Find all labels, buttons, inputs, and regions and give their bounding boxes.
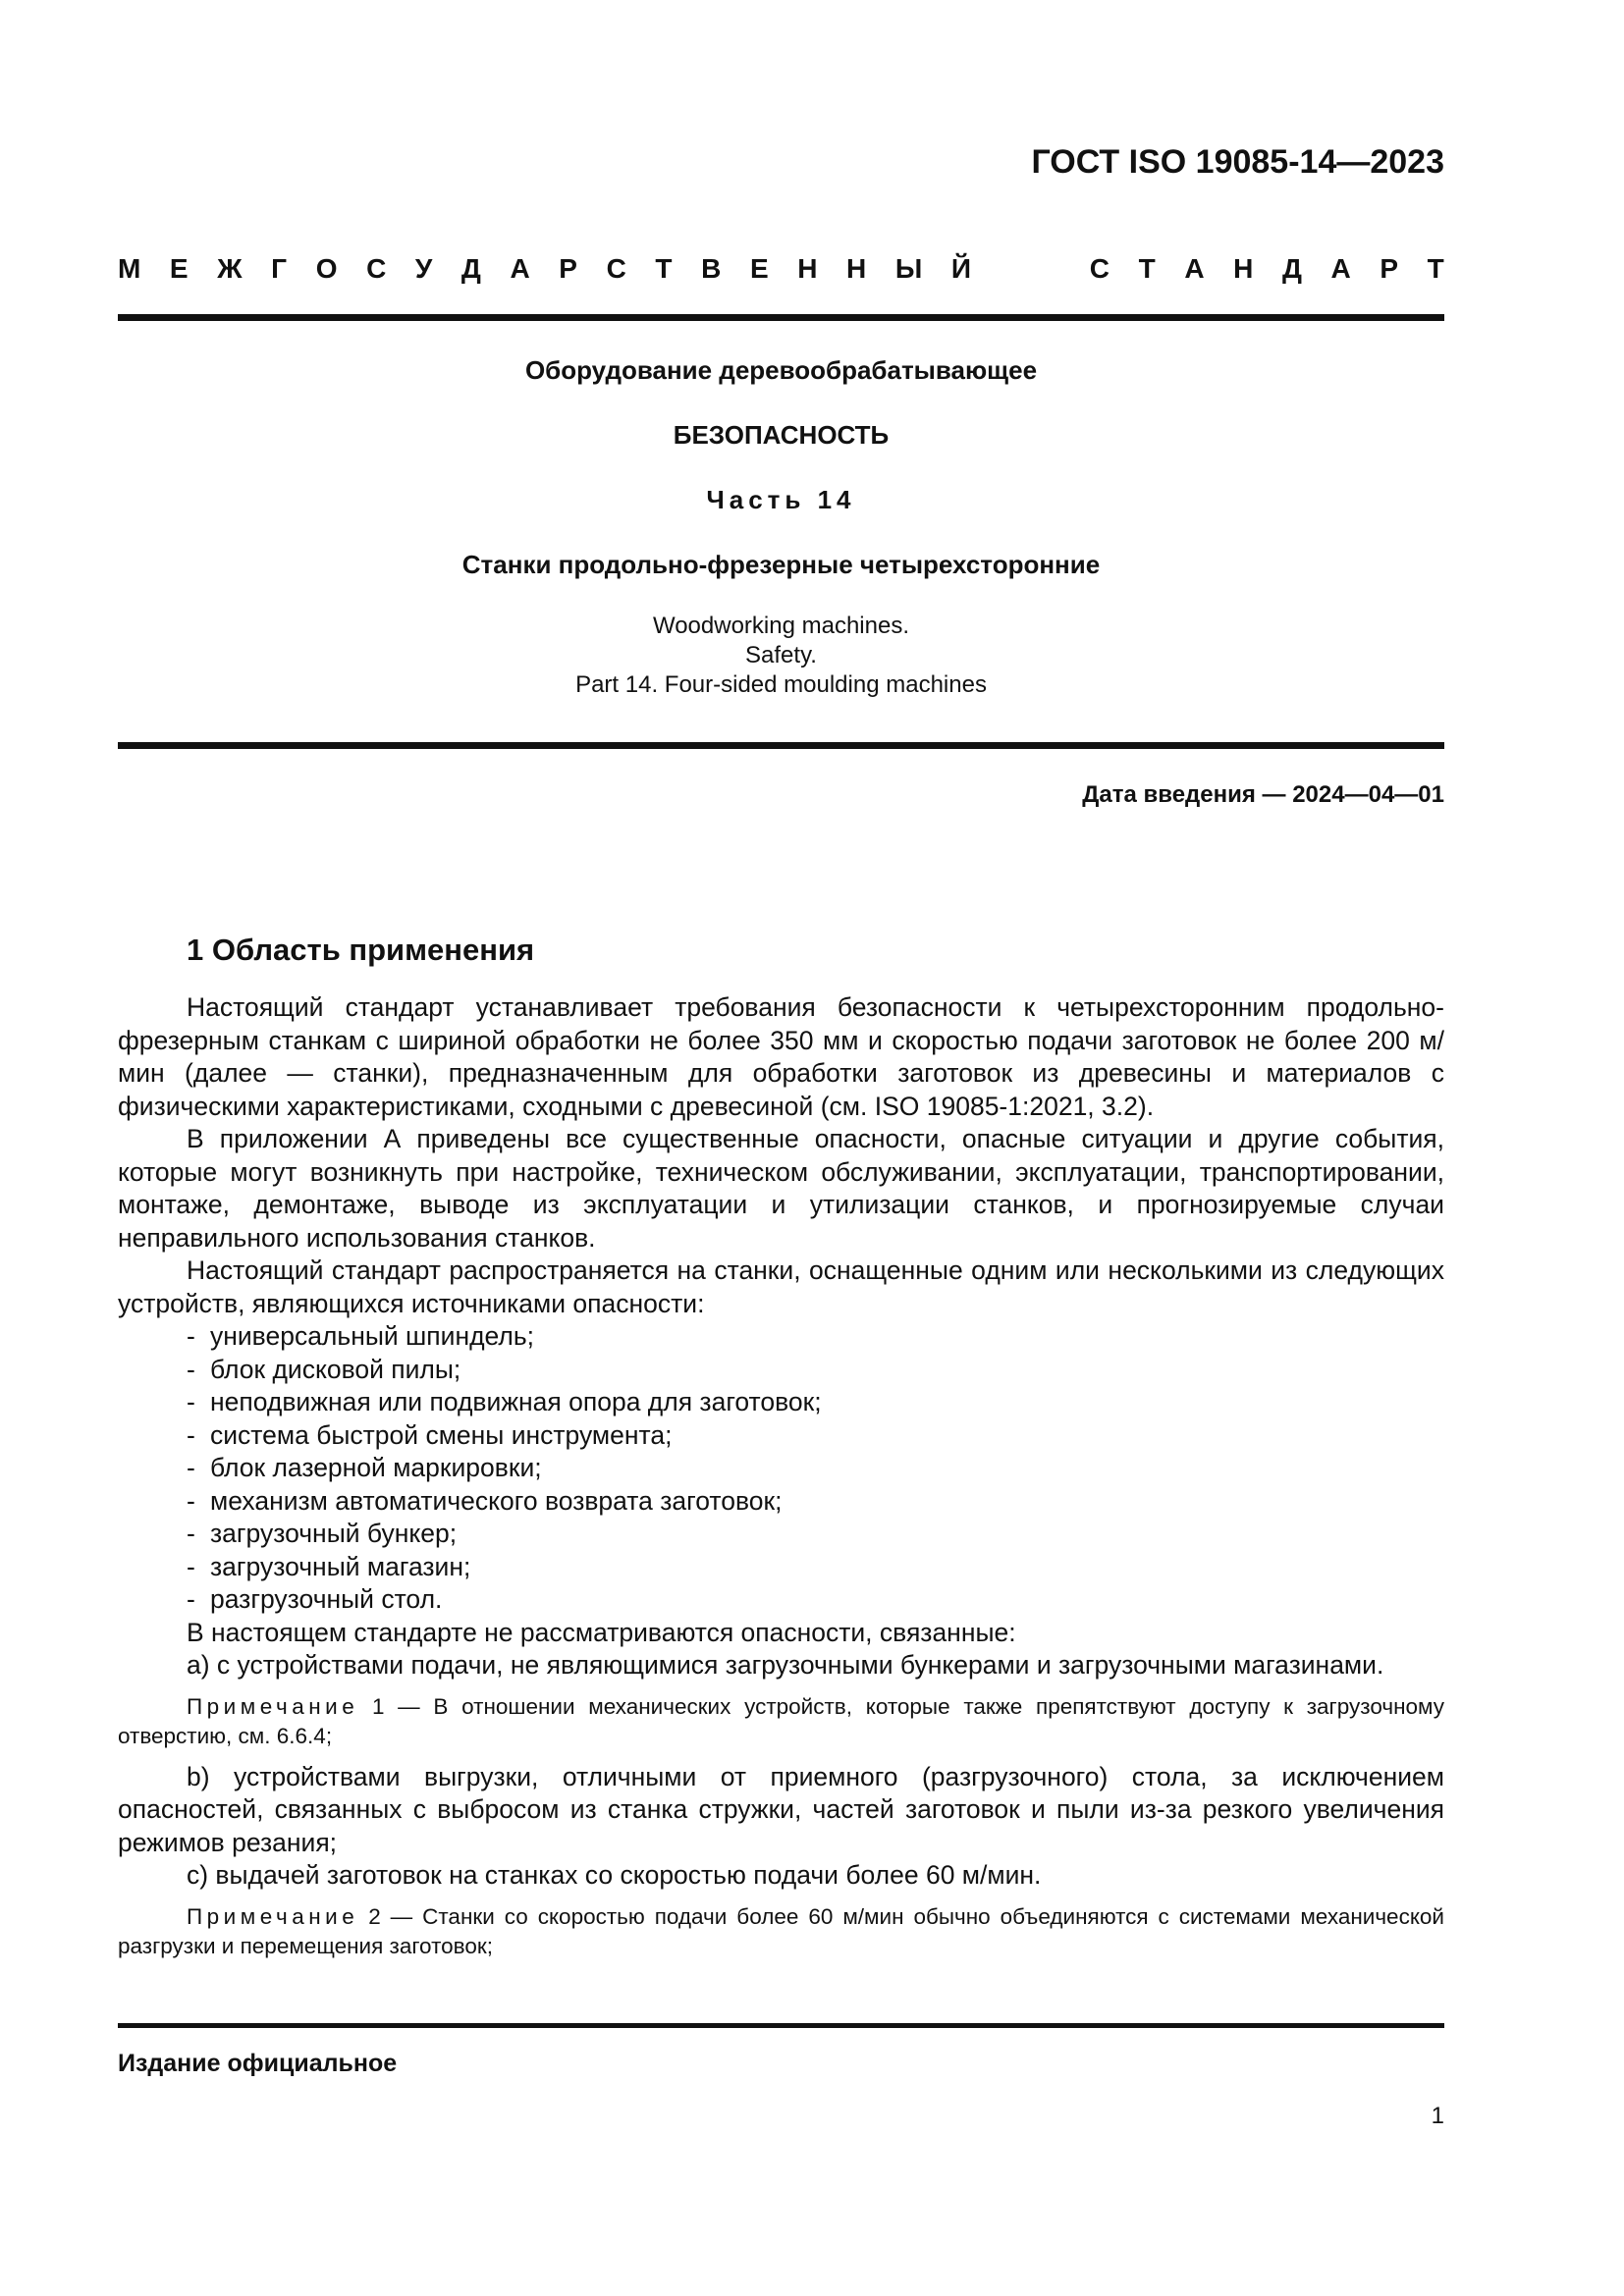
title-en-line-3: Part 14. Four-sided moulding machines — [575, 671, 987, 698]
title-subtitle: Станки продольно-фрезерные четырехсторонние — [461, 550, 1101, 579]
banner-letter: Е — [169, 253, 189, 284]
paragraph-exclusion-a: a) с устройствами подачи, не являющимися загрузочными бункерами и загрузочными магазинами. — [187, 1650, 1384, 1680]
paragraph-exclusion-b: b) устройствами выгрузки, отличными от приемного (разгрузочного) стола, за исключением опасностей, связанных с выбросом из станка стружки, частей заготовок и пыли из-за резкого увеличения режимов резания; — [118, 1761, 1444, 1857]
title-block — [118, 353, 1444, 707]
banner-letter: Ы — [894, 253, 923, 284]
title-main: БЕЗОПАСНОСТЬ — [673, 420, 890, 450]
list-item: - механизм автоматического возврата заготовок; — [187, 1485, 783, 1516]
list-item: - блок лазерной маркировки; — [187, 1453, 542, 1482]
paragraph-exclusions: В настоящем стандарте не рассматриваются опасности, связанные: — [187, 1617, 1016, 1647]
banner-letter: А — [1184, 253, 1205, 284]
official-edition-label: Издание официальное — [118, 2050, 398, 2077]
banner-letter: Н — [1233, 253, 1254, 284]
banner-letter: Н — [846, 253, 867, 284]
banner-letter: Ж — [217, 253, 243, 284]
standard-number: ГОСТ ISO 19085-14—2023 — [1031, 143, 1444, 181]
paragraph-scope: Настоящий стандарт устанавливает требования безопасности к четырехсторонним продольно-фрезерным станкам с шириной обработки не более 350 мм и скоростью подачи заготовок не более 200 м/мин (далее — станки), предназначенным для обработки заготовок из древесины и материалов с физическими характеристиками, сходными с древесиной (см. ISO 19085-1:2021, 3.2). — [118, 992, 1444, 1121]
banner-letter: С — [606, 253, 626, 284]
paragraph-annex: В приложении А приведены все существенные опасности, опасные ситуации и другие события, которые могут возникнуть при настройке, техническом обслуживании, эксплуатации, транспортировании, монтаже, демонтаже, выводе из эксплуатации и утилизации станков, и прогнозируемые случаи неправильного использования станков. — [118, 1124, 1444, 1253]
paragraph-exclusion-c: c) выдачей заготовок на станках со скоростью подачи более 60 м/мин. — [187, 1860, 1042, 1890]
section-body — [118, 991, 1444, 1971]
list-item: - блок дисковой пилы; — [187, 1354, 461, 1384]
banner-letter: Д — [1281, 253, 1302, 284]
page-number: 1 — [1431, 2103, 1444, 2129]
banner-letter: Г — [271, 253, 288, 284]
banner-letter: О — [315, 253, 338, 284]
note-1-text: 1 — В отношении механических устройств, которые также препятствуют доступу к загрузочному отверстию, см. 6.6.4; — [118, 1693, 1444, 1748]
banner-letter: С — [1089, 253, 1110, 284]
title-group: Оборудование деревообрабатывающее — [524, 355, 1038, 385]
note-1 — [118, 1692, 1444, 1751]
banner-letter: Т — [1138, 253, 1156, 284]
device-list — [118, 1320, 1444, 1617]
banner-letter — [1001, 253, 1016, 285]
banner-letter: В — [701, 253, 722, 284]
list-item: - неподвижная или подвижная опора для заготовок; — [187, 1387, 822, 1416]
banner-letter: А — [1330, 253, 1351, 284]
list-item: - система быстрой смены инструмента; — [187, 1419, 673, 1450]
title-en-line-2: Safety. — [745, 642, 817, 668]
title-bottom-rule — [118, 742, 1444, 749]
list-item: - загрузочный магазин; — [187, 1551, 471, 1581]
banner-letter: С — [366, 253, 387, 284]
note-2-text: 2 — Станки со скоростью подачи более 60 м/мин обычно объединяются с системами механической разгрузки и перемещения заготовок; — [118, 1903, 1444, 1958]
note-2 — [118, 1902, 1444, 1961]
banner-letter: Й — [950, 253, 972, 284]
banner-letter: Т — [1427, 253, 1444, 284]
title-en-line-1: Woodworking machines. — [652, 613, 909, 639]
interstate-standard-banner — [118, 253, 1444, 285]
note-1-label: Примечание — [187, 1693, 359, 1719]
banner-letter: М — [118, 253, 141, 284]
paragraph-devices: Настоящий стандарт распространяется на станки, оснащенные одним или несколькими из следующих устройств, являющихся источниками опасности: — [118, 1255, 1444, 1318]
title-part: Часть 14 — [706, 485, 856, 514]
top-rule — [118, 314, 1444, 321]
banner-letter: Е — [749, 253, 769, 284]
note-2-label: Примечание — [187, 1903, 359, 1929]
banner-letter: Р — [559, 253, 577, 284]
banner-letter: Р — [1380, 253, 1399, 284]
list-item: - загрузочный бункер; — [187, 1519, 458, 1548]
footer-rule — [118, 2023, 1444, 2028]
banner-letter — [1045, 253, 1060, 285]
banner-letter: А — [510, 253, 530, 284]
list-item: - разгрузочный стол. — [187, 1584, 443, 1614]
introduction-date: Дата введения — 2024—04—01 — [1082, 781, 1444, 808]
banner-letter: У — [414, 253, 433, 284]
banner-letter: Т — [655, 253, 673, 284]
list-item: - универсальный шпиндель; — [187, 1321, 535, 1351]
section-heading: 1 Область применения — [187, 933, 535, 967]
banner-letter: Д — [460, 253, 481, 284]
banner-letter: Н — [797, 253, 818, 284]
